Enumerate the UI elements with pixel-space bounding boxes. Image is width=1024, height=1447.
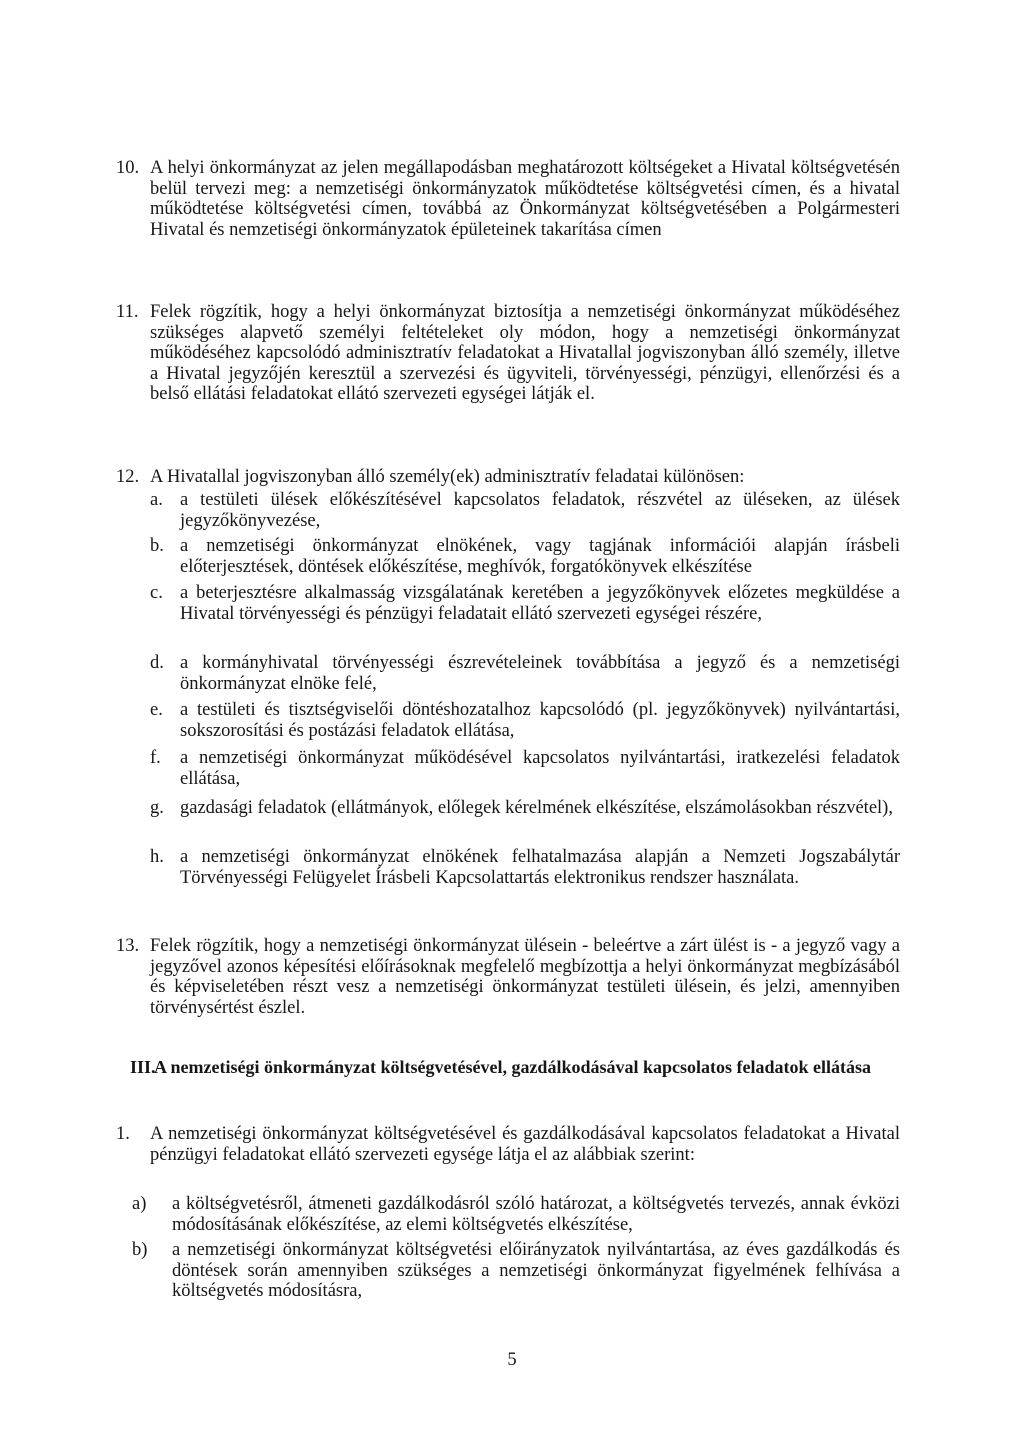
paragraph-text: A Hivatallal jogviszonyban álló személy(ek) adminisztratív feladatai különösen:	[150, 467, 745, 487]
list-item-g	[150, 798, 900, 819]
list-item-e	[150, 700, 900, 741]
paragraph-text: Felek rögzítik, hogy a helyi önkormányzat biztosítja a nemzetiségi önkormányzat működéséhez szükséges alapvető személyi feltételeket oly módon, hogy a nemzetiségi önkormányzat működéséhez kapcsolódó adminisztratív feladatokat a Hivatallal jogviszonyban álló személy, illetve a Hivatal jegyzőjén keresztül a szervezési és ügyviteli, törvényességi, pénzügyi, ellenőrzési és a belső ellátási feladatokat ellátó szervezeti egységei látják el.	[150, 302, 900, 404]
paragraph-number: 13.	[116, 936, 140, 956]
list-item-label: d.	[150, 653, 164, 673]
list-item-label: h.	[150, 847, 164, 867]
paragraph-12	[116, 467, 900, 488]
list-item-h	[150, 847, 900, 888]
list-item-text: a beterjesztésre alkalmasság vizsgálatának keretében a jegyzőkönyvek előzetes megküldése a Hivatal törvényességi és pénzügyi feladatait ellátó szervezeti egységei részére,	[180, 583, 900, 624]
section-title: A nemzetiségi önkormányzat költségvetésével, gazdálkodásával kapcsolatos feladatok ellátása	[154, 1057, 871, 1077]
paragraph-11	[116, 302, 900, 405]
list-item-a-paren	[132, 1194, 900, 1235]
list-item-text: a költségvetésről, átmeneti gazdálkodásról szóló határozat, a költségvetés tervezés, annak évközi módosításának előkészítése, az elemi költségvetés elkészítése,	[172, 1194, 900, 1235]
paragraph-text: A helyi önkormányzat az jelen megállapodásban meghatározott költségeket a Hivatal költségvetésén belül tervezi meg: a nemzetiségi önkormányzatok működtetése költségvetési címen, és a hivatal működtetése költségvetési címen, továbbá az Önkormányzat költségvetésében a Polgármesteri Hivatal és nemzetiségi önkormányzatok épületeinek takarítása címen	[150, 158, 900, 240]
list-item-text: a testületi és tisztségviselői döntéshozatalhoz kapcsolódó (pl. jegyzőkönyvek) nyilvántartási, sokszorosítási és postázási feladatok ellátása,	[180, 700, 900, 741]
paragraph-number: 11.	[116, 302, 139, 322]
list-item-text: a nemzetiségi önkormányzat költségvetési előirányzatok nyilvántartása, az éves gazdálkodás és döntések során amennyiben szükséges a nemzetiségi önkormányzat figyelmének felhívása a költségvetés módosításra,	[172, 1240, 900, 1301]
section-number: III.	[130, 1057, 156, 1077]
list-item-label: b.	[150, 536, 164, 556]
list-item-label: a.	[150, 490, 163, 510]
list-item-c	[150, 583, 900, 624]
paragraph-number: 10.	[116, 158, 140, 178]
list-item-label: b)	[132, 1240, 148, 1260]
section-heading	[125, 1056, 900, 1078]
list-item-f	[150, 748, 900, 789]
paragraph-text: Felek rögzítik, hogy a nemzetiségi önkormányzat ülésein - beleértve a zárt ülést is - a jegyző vagy a jegyzővel azonos képesítési előírásoknak megfelelő megbízottja a helyi önkormányzat megbízásából és képviseletében részt vesz a nemzetiségi önkormányzat testületi ülésein, és jelzi, amennyiben törvénysértést észlel.	[150, 936, 900, 1018]
list-item-b	[150, 536, 900, 577]
list-item-text: a nemzetiségi önkormányzat működésével kapcsolatos nyilvántartási, iratkezelési feladatok ellátása,	[180, 748, 900, 789]
paragraph-number: 12.	[116, 467, 140, 487]
list-item-label: g.	[150, 798, 164, 818]
list-item-a	[150, 490, 900, 531]
list-item-b-paren	[132, 1240, 900, 1302]
list-item-label: e.	[150, 700, 163, 720]
list-item-label: a)	[132, 1194, 147, 1214]
page-number: 5	[507, 1350, 517, 1370]
list-item-label: f.	[150, 748, 161, 768]
paragraph-13	[116, 936, 900, 1018]
list-item-text: a nemzetiségi önkormányzat elnökének, vagy tagjának információi alapján írásbeli előterjesztések, döntések előkészítése, meghívók, forgatókönyvek elkészítése	[180, 536, 900, 577]
paragraph-10	[116, 158, 900, 240]
list-item-text: a kormányhivatal törvényességi észrevételeinek továbbítása a jegyző és a nemzetiségi önkormányzat elnöke felé,	[180, 653, 900, 694]
list-item-label: c.	[150, 583, 163, 603]
list-item-text: a nemzetiségi önkormányzat elnökének felhatalmazása alapján a Nemzeti Jogszabálytár Törvényességi Felügyelet Írásbeli Kapcsolattartás elektronikus rendszer használata.	[180, 847, 900, 888]
list-item-d	[150, 653, 900, 694]
list-item-text: gazdasági feladatok (ellátmányok, előlegek kérelmének elkészítése, elszámolásokban részvétel),	[180, 798, 893, 818]
list-item-text: a testületi ülések előkészítésével kapcsolatos feladatok, részvétel az üléseken, az ülések jegyzőkönyvezése,	[180, 490, 900, 531]
paragraph-number: 1.	[116, 1124, 130, 1144]
paragraph-text: A nemzetiségi önkormányzat költségvetésével és gazdálkodásával kapcsolatos feladatokat a Hivatal pénzügyi feladatokat ellátó szervezeti egysége látja el az alábbiak szerint:	[150, 1124, 900, 1165]
paragraph-section-1	[116, 1124, 900, 1165]
